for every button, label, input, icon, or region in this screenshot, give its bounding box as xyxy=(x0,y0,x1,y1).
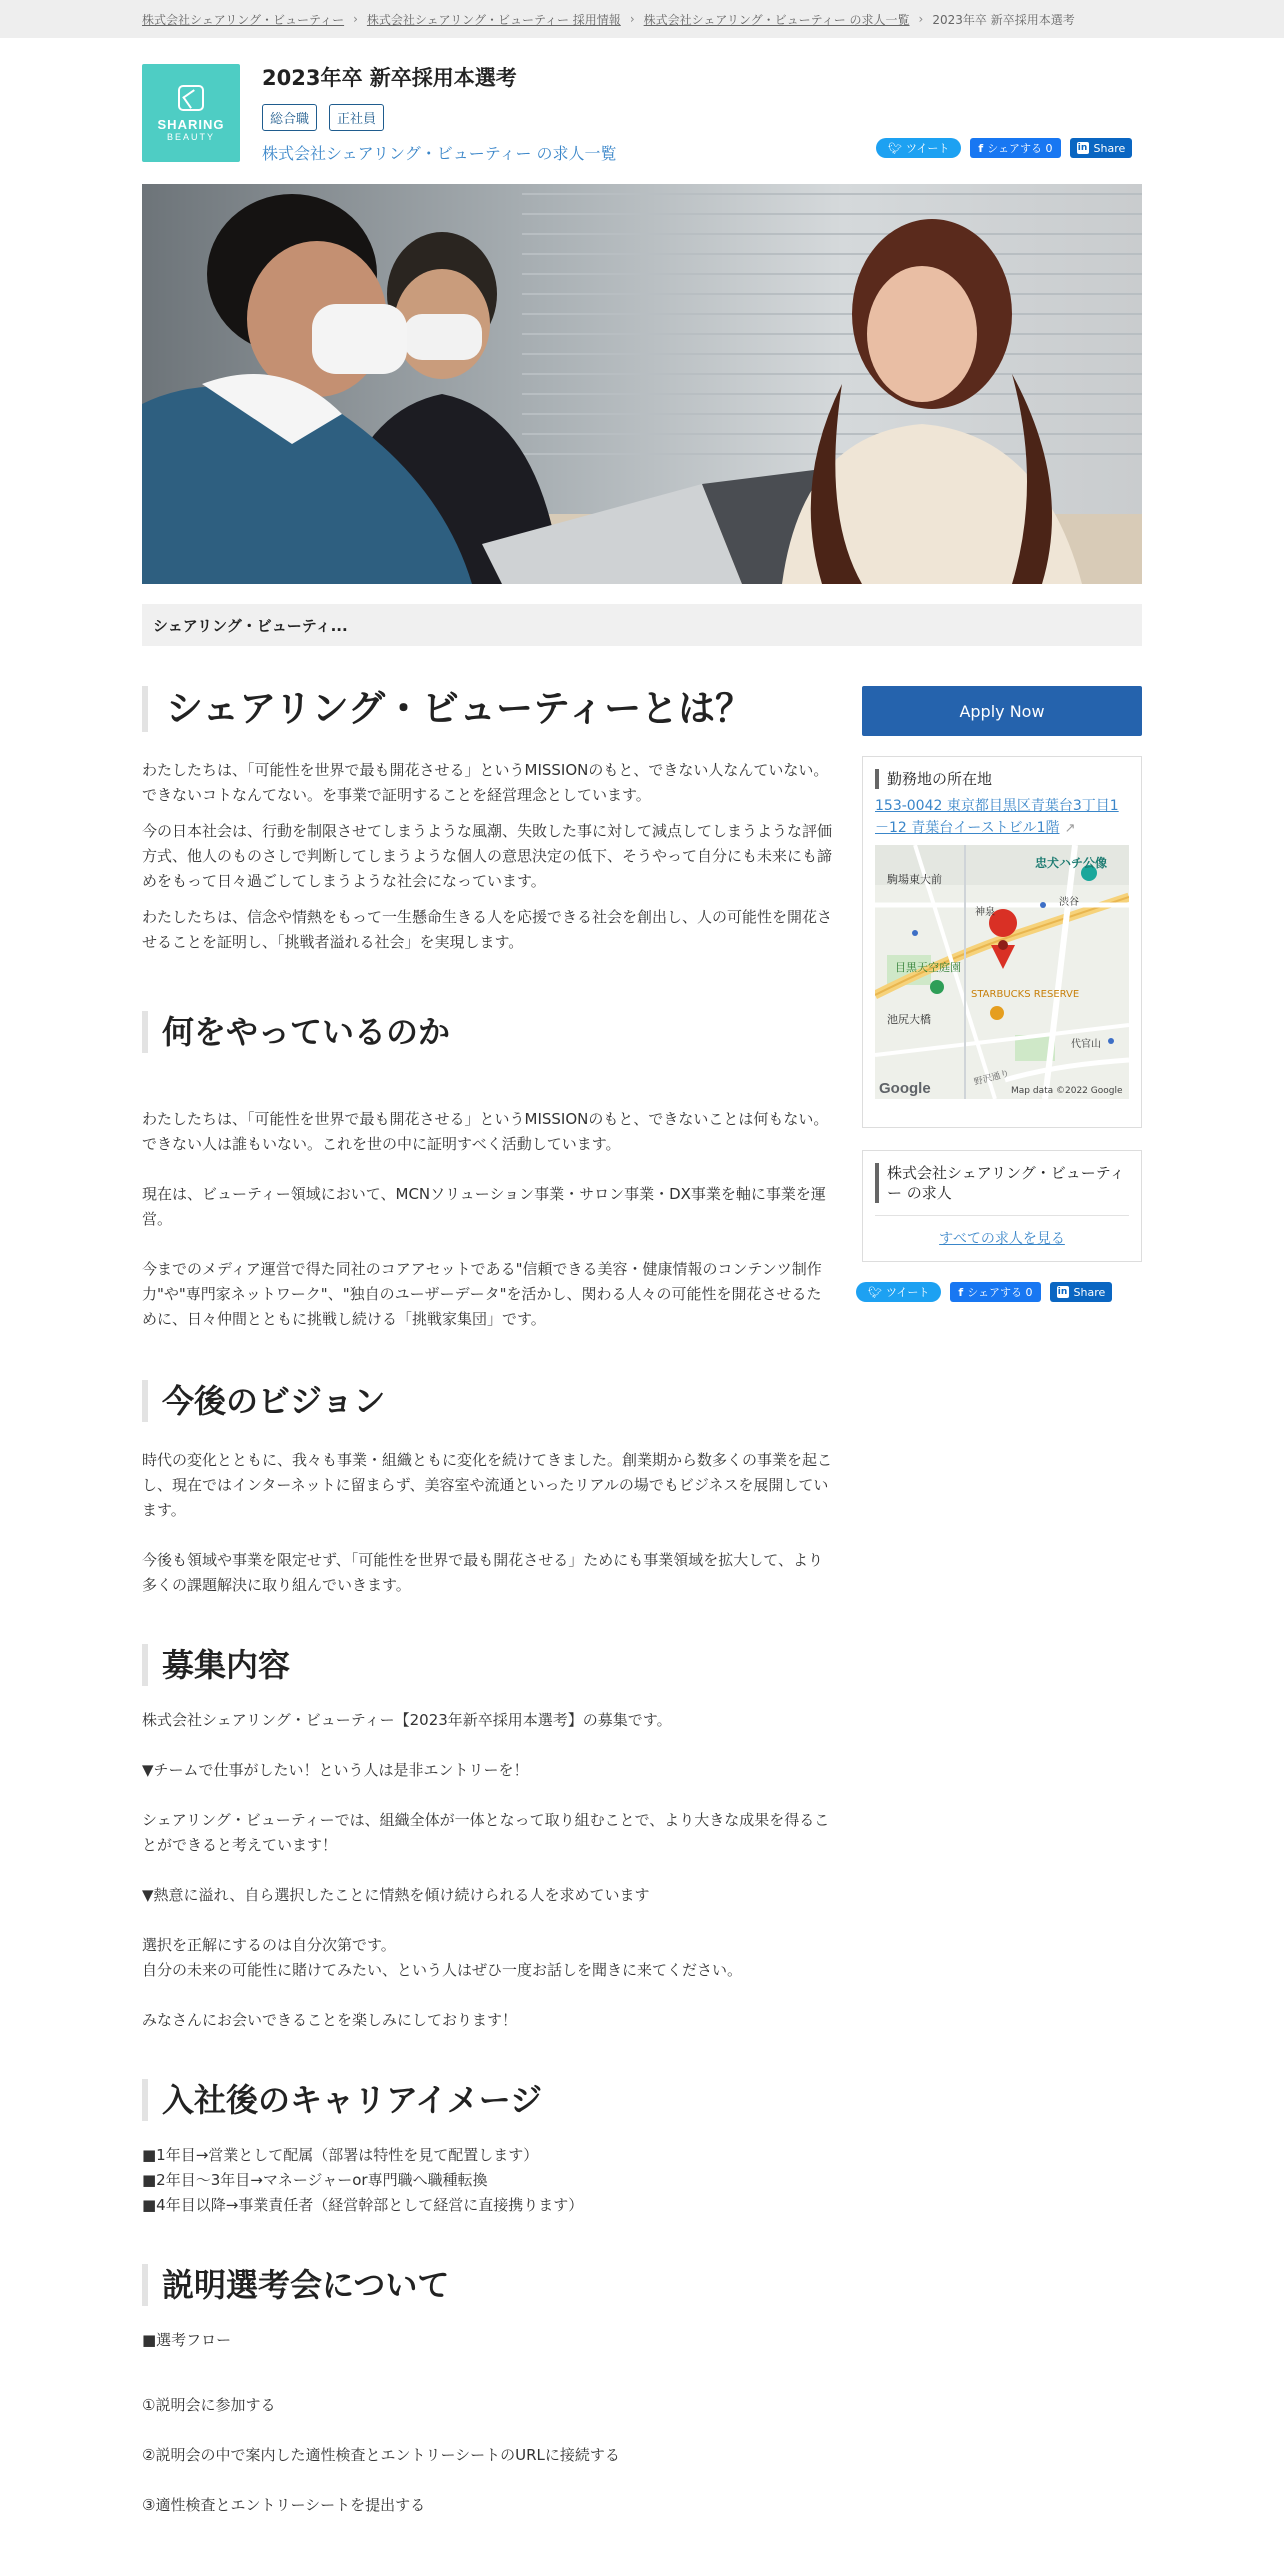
map-label-nozawa: 野沢通り xyxy=(973,1068,1011,1088)
about-paragraph-1: わたしたちは、「可能性を世界で最も開花させる」というMISSIONのもと、できない人なんていない。できないコトなんてない。を事業で証明することを経営理念としています。 xyxy=(142,761,829,804)
linkedin-share-label: Share xyxy=(1073,1285,1106,1299)
what-paragraph-1: わたしたちは、「可能性を世界で最も開花させる」というMISSIONのもと、できないことは何もない。できない人は誰もいない。これを世の中に証明すべく活動しています。 xyxy=(142,1110,829,1153)
map-label-daikanyama: 代官山 xyxy=(1071,1039,1101,1050)
linkedin-share-button[interactable] xyxy=(1070,138,1133,158)
share-buttons-sidebar xyxy=(856,1282,1112,1302)
hero-photo xyxy=(142,184,1142,584)
map-cafe-icon xyxy=(990,1006,1004,1020)
tag-employment-type: 正社員 xyxy=(329,104,384,131)
all-jobs-link[interactable]: すべての求人を見る xyxy=(939,1231,1065,1247)
what-paragraph-2: 現在は、ビューティー領域において、MCNソリューション事業・サロン事業・DX事業を軸に事業を運営。 xyxy=(142,1185,826,1228)
chevron-right-icon: › xyxy=(629,12,635,26)
chevron-right-icon: › xyxy=(918,12,924,26)
facebook-share-button[interactable] xyxy=(970,138,1060,158)
map-park-icon xyxy=(930,980,944,994)
career-line-2: ■2年目～3年目→マネージャーor専門職へ職種転換 xyxy=(142,2171,488,2189)
map-attribution: Map data ©2022 Google xyxy=(1011,1086,1123,1096)
location-heading: 勤務地の所在地 xyxy=(875,769,1129,789)
company-logo[interactable] xyxy=(142,64,240,162)
external-link-icon: ↗ xyxy=(1064,821,1076,836)
hero-caption: シェアリング・ビューティ... xyxy=(142,604,1142,646)
address-link[interactable]: 153-0042 東京都目黒区青葉台3丁目1－12 青葉台イーストビル1階 xyxy=(875,798,1119,836)
tweet-label: ツイート xyxy=(905,142,950,155)
breadcrumb-current: 2023年卒 新卒採用本選考 xyxy=(932,12,1075,27)
twitter-bird-icon: 🐦︎ xyxy=(868,1285,882,1299)
recruit-paragraph-6: みなさんにお会いできることを楽しみにしております！ xyxy=(142,2011,518,2029)
linkedin-icon: in xyxy=(1057,1287,1068,1297)
recruit-paragraph-1: 株式会社シェアリング・ビューティー【2023年新卒採用本選考】の募集です。 xyxy=(142,1711,672,1729)
briefing-step-3: ③適性検査とエントリーシートを提出する xyxy=(142,2496,426,2514)
tweet-button[interactable] xyxy=(856,1282,941,1302)
job-title: 2023年卒 新卒採用本選考 xyxy=(262,66,517,90)
facebook-icon: f xyxy=(958,1285,964,1299)
about-paragraph-3: わたしたちは、信念や情熱をもって一生懸命生きる人を応援できる社会を創出し、人の可能性を開花させることを証明し、「挑戦者溢れる社会」を実現します。 xyxy=(142,908,833,951)
section-heading-vision: 今後のビジョン xyxy=(142,1380,832,1422)
company-jobs-box xyxy=(862,1150,1142,1262)
section-heading-what: 何をやっているのか xyxy=(142,1011,832,1053)
apply-now-button[interactable]: Apply Now xyxy=(862,686,1142,736)
facebook-share-label: シェアする 0 xyxy=(987,142,1053,155)
map-google-logo: Google xyxy=(879,1080,931,1097)
facebook-share-label: シェアする 0 xyxy=(967,1286,1033,1299)
logo-text-line1: SHARING xyxy=(157,116,225,132)
breadcrumb-link-job-list[interactable]: 株式会社シェアリング・ビューティー の求人一覧 xyxy=(643,12,910,27)
logo-text-line2: BEAUTY xyxy=(166,131,215,142)
map-label-shinsen: 神泉 xyxy=(975,907,995,918)
section-heading-career: 入社後のキャリアイメージ xyxy=(142,2079,832,2121)
facebook-icon: f xyxy=(978,141,984,155)
job-tags xyxy=(262,104,384,131)
tweet-label: ツイート xyxy=(885,1286,930,1299)
breadcrumb-link-recruit-info[interactable]: 株式会社シェアリング・ビューティー 採用情報 xyxy=(366,12,621,27)
about-paragraph-2: 今の日本社会は、行動を制限させてしまうような風潮、失敗した事に対して減点してしまうような評価方式、他人のものさしで判断してしまうような個人の意思決定の低下、そうやって自分にも未来にも諦めをもって日々過ごしてしまうような社会になっています。 xyxy=(142,822,833,890)
recruit-paragraph-5a: 選択を正解にするのは自分次第です。 xyxy=(142,1936,396,1954)
map-label-starbucks: STARBUCKS RESERVE xyxy=(971,989,1080,1000)
recruit-paragraph-3: シェアリング・ビューティーでは、組織全体が一体となって取り組むことで、より大きな成果を得ることができると考えています！ xyxy=(142,1811,830,1854)
breadcrumb-link-company[interactable]: 株式会社シェアリング・ビューティー xyxy=(142,12,345,27)
briefing-step-2: ②説明会の中で案内した適性検査とエントリーシートのURLに接続する xyxy=(142,2446,620,2464)
share-logo-icon xyxy=(178,85,204,111)
career-line-3: ■4年目以降→事業責任者（経営幹部として経営に直接携ります） xyxy=(142,2196,584,2214)
recruit-paragraph-5b: 自分の未来の可能性に賭けてみたい、という人はぜひ一度お話しを聞きに来てください。 xyxy=(142,1961,743,1979)
breadcrumb xyxy=(0,0,1284,38)
recruit-paragraph-4: ▼熱意に溢れ、自ら選択したことに情熱を傾け続けられる人を求めています xyxy=(142,1886,650,1904)
map-label-shibuya: 渋谷 xyxy=(1059,897,1079,908)
linkedin-share-button[interactable] xyxy=(1050,1282,1113,1302)
chevron-right-icon: › xyxy=(353,12,358,26)
linkedin-share-label: Share xyxy=(1093,141,1126,155)
twitter-bird-icon: 🐦︎ xyxy=(888,141,902,155)
share-buttons-top xyxy=(876,138,1132,158)
career-line-1: ■1年目→営業として配属（部署は特性を見て配置します） xyxy=(142,2146,539,2164)
map-label-hachiko: 忠犬ハチ公像 xyxy=(1035,856,1108,870)
tag-job-type: 総合職 xyxy=(262,104,317,131)
briefing-step-1: ①説明会に参加する xyxy=(142,2396,276,2414)
main-content xyxy=(142,686,832,2518)
recruit-paragraph-2: ▼チームで仕事がしたい！という人は是非エントリーを！ xyxy=(142,1761,529,1779)
what-paragraph-3: 今までのメディア運営で得た同社のコアアセットである"信頼できる美容・健康情報のコンテンツ制作力"や"専門家ネットワーク"、"独自のユーザーデータ"を活かし、関わる人々の可能性を開花させるために、日々仲間とともに挑戦し続ける「挑戦家集団」です。 xyxy=(142,1260,822,1328)
vision-paragraph-2: 今後も領域や事業を限定せず、「可能性を世界で最も開花させる」ためにも事業領域を拡大して、より多くの課題解決に取り組んでいきます。 xyxy=(142,1551,824,1594)
linkedin-icon: in xyxy=(1077,143,1088,153)
location-box xyxy=(862,756,1142,1128)
company-jobs-heading: 株式会社シェアリング・ビューティー の求人 xyxy=(875,1163,1129,1203)
briefing-flow-title: ■選考フロー xyxy=(142,2331,232,2349)
map-label-meguro-sky-garden: 目黒天空庭園 xyxy=(895,961,961,974)
vision-paragraph-1: 時代の変化とともに、我々も事業・組織ともに変化を続けてきました。創業期から数多くの事業を起こし、現在ではインターネットに留まらず、美容室や流通といったリアルの場でもビジネスを展開しています。 xyxy=(142,1451,833,1519)
map-label-komaba: 駒場東大前 xyxy=(887,873,942,886)
tweet-button[interactable] xyxy=(876,138,961,158)
section-heading-briefing: 説明選考会について xyxy=(142,2264,832,2306)
facebook-share-button[interactable] xyxy=(950,1282,1040,1302)
section-heading-about: シェアリング・ビューティーとは？ xyxy=(142,686,832,732)
location-map[interactable] xyxy=(875,845,1129,1099)
map-label-ikejiri: 池尻大橋 xyxy=(887,1013,931,1026)
section-heading-recruit: 募集内容 xyxy=(142,1644,832,1686)
company-jobs-link[interactable]: 株式会社シェアリング・ビューティー の求人一覧 xyxy=(262,144,617,163)
